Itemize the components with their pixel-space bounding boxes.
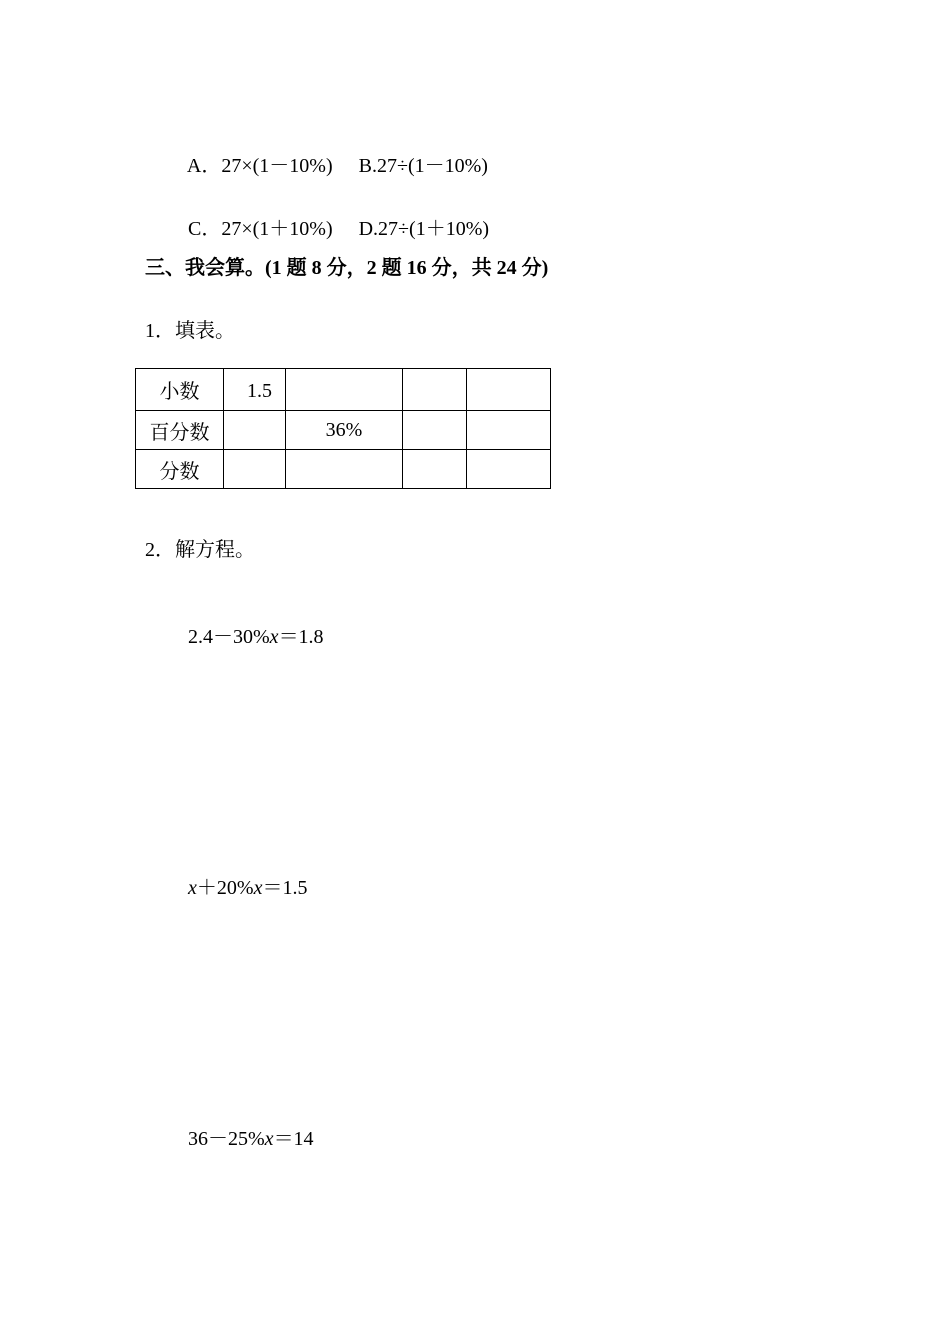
table-cell[interactable] [403,369,467,411]
table-cell[interactable] [286,450,403,489]
equation-2 [178,852,307,900]
option-row-cd [178,193,489,241]
table-cell[interactable] [467,450,551,489]
equation-3-variable: x [264,1128,274,1150]
table-row [136,411,551,450]
equation-3 [178,1103,314,1151]
option-a-expression: 27×(1－10%) [221,155,333,177]
question-1-title: 1．填表。 [145,320,235,342]
table-cell[interactable] [403,450,467,489]
table-cell[interactable] [224,411,286,450]
table-cell[interactable]: 1.5 [224,369,286,411]
equation-3-rhs: ＝14 [273,1128,314,1150]
option-b: B.27÷(1－10%) [358,155,488,177]
equation-1-variable: x [269,626,279,648]
table-cell[interactable] [224,450,286,489]
equation-2-variable-1: x [188,877,197,899]
option-c-label: C． [188,218,222,240]
table-cell[interactable] [467,369,551,411]
table-cell[interactable]: 36% [286,411,403,450]
table-cell[interactable] [403,411,467,450]
equation-2-rhs: ＝1.5 [262,877,308,899]
equation-2-middle: ＋20% [196,877,254,899]
equation-1-rhs: ＝1.8 [278,626,324,648]
option-d: D.27÷(1＋10%) [358,218,490,240]
row-header-fraction: 分数 [136,450,224,489]
equation-1-lhs: 2.4－30% [188,626,270,648]
option-row-ab [178,130,488,178]
equation-3-lhs: 36－25% [188,1128,265,1150]
conversion-table [135,368,551,489]
option-a-label: A． [186,155,222,177]
section-3-heading: 三、我会算。(1 题 8 分，2 题 16 分，共 24 分) [145,257,549,279]
table-row [136,369,551,411]
option-c-expression: 27×(1＋10%) [221,218,333,240]
equation-1 [178,601,324,649]
question-2-title: 2．解方程。 [145,539,255,561]
table-row [136,450,551,489]
row-header-decimal: 小数 [136,369,224,411]
row-header-percent: 百分数 [136,411,224,450]
equation-2-variable-2: x [253,877,263,899]
table-cell[interactable] [467,411,551,450]
table-cell[interactable] [286,369,403,411]
